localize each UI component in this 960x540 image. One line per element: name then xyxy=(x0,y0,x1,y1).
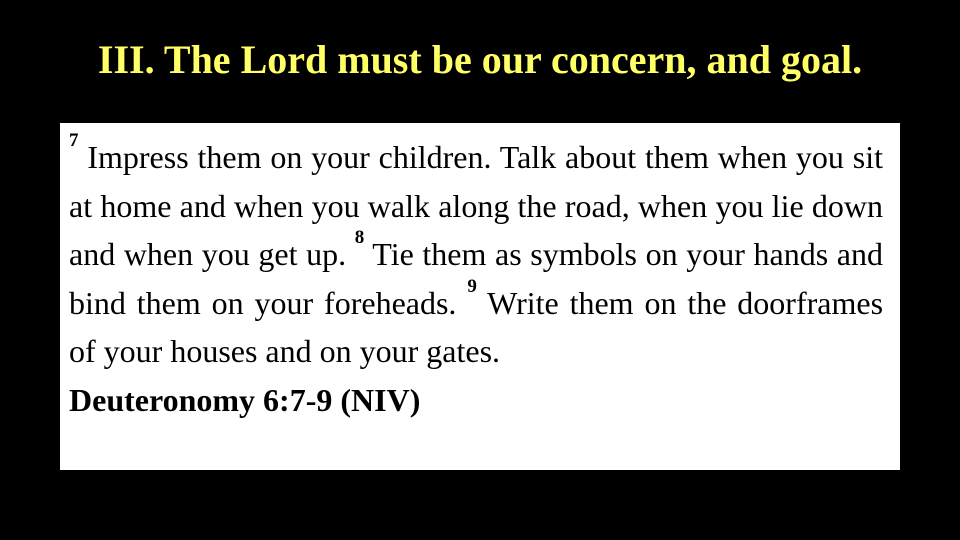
verse-number: 8 xyxy=(354,227,365,248)
verse-number: 9 xyxy=(467,275,477,297)
scripture-passage xyxy=(69,130,884,376)
scripture-box xyxy=(60,123,900,470)
verse-text: Tie them as symbols on your hands and bind them on your foreheads. xyxy=(69,236,884,321)
slide-title: III. The Lord must be our concern, and goal. xyxy=(97,37,863,82)
verse-number: 7 xyxy=(69,130,79,151)
scripture-reference: Deuteronomy 6:7-9 (NIV) xyxy=(69,381,421,418)
verse-text: Impress them on your children. Talk about them when you sit at home and when you walk along the road, when you lie down and when you get up. xyxy=(69,139,884,272)
verse-text: Write them on the doorframes of your houses and on your gates. xyxy=(69,284,884,369)
